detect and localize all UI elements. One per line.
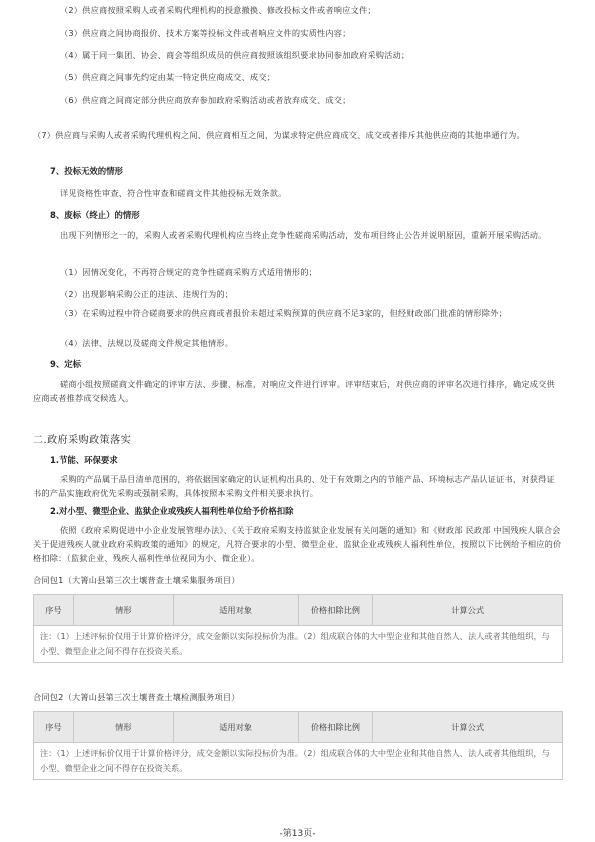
list-item: （3）在采购过程中符合磋商要求的供应商或者报价未超过采购预算的供应商不足3家的，但经财政部门批准的情形除外； (60, 308, 507, 318)
table-header: 适用对象 (173, 595, 298, 626)
table-header: 价格扣除比例 (298, 712, 373, 743)
contract-title: 合同包1（大箐山县第三次土壤普查土壤采集服务项目） (33, 575, 240, 585)
paragraph: 出现下列情形之一的，采购人或者采购代理机构应当终止竞争性磋商采购活动，发布项目终止公告并说明原因，重新开展采购活动。 (60, 230, 547, 240)
section-heading-8: 8、废标（终止）的情形 (50, 210, 140, 220)
paragraph: 详见资格性审查、符合性审查和磋商文件其他投标无效条款。 (60, 188, 287, 198)
table-header: 序号 (34, 712, 74, 743)
list-item: （5）供应商之间事先约定由某一特定供应商成交、成交； (60, 72, 276, 82)
subsection-heading: 1.节能、环保要求 (50, 455, 118, 465)
table-header: 计算公式 (373, 595, 563, 626)
subsection-heading: 2.对小型、微型企业、监狱企业或残疾人福利性单位给予价格扣除 (50, 506, 294, 516)
page-number: -第13页- (279, 829, 316, 839)
price-deduction-table (33, 711, 563, 780)
list-item: （6）供应商之间商定部分供应商放弃参加政府采购活动或者放弃成交、成交； (60, 95, 351, 105)
section-title: 二.政府采购政策落实 (33, 435, 132, 446)
section-heading-9: 9、定标 (50, 359, 81, 369)
table-header: 计算公式 (373, 712, 563, 743)
contract-title: 合同包2（大箐山县第三次土壤普查土壤检测服务项目） (33, 692, 240, 702)
table-header: 序号 (34, 595, 74, 626)
paragraph: 采购的产品属于品目清单范围的，将依据国家确定的认证机构出具的、处于有效期之内的节能产品、环境标志产品认证证书，对获得证书的产品实施政府优先采购或强制采购，具体按照本采购文件相关要求执行。 (33, 474, 555, 498)
section-heading-7: 7、投标无效的情形 (50, 166, 123, 176)
list-item: （4）法律、法规以及磋商文件规定其他情形。 (60, 338, 234, 348)
list-item: （2）供应商按照采购人或者采购代理机构的授意撤换、修改投标文件或者响应文件； (60, 5, 376, 15)
table-header: 价格扣除比例 (298, 595, 373, 626)
list-item: （4）属于同一集团、协会、商会等组织成员的供应商按照该组织要求协同参加政府采购活动； (60, 50, 410, 60)
table-note: 注：（1）上述评标价仅用于计算价格评分，成交金额以实际投标价为准。（2）组成联合体的大中型企业和其他自然人、法人或者其他组织，与小型、微型企业之间不得存在投资关系。 (34, 743, 563, 780)
table-header: 适用对象 (173, 712, 298, 743)
price-deduction-table (33, 594, 563, 663)
paragraph: 磋商小组按照磋商文件确定的评审方法、步骤、标准，对响应文件进行评审。评审结束后，对供应商的评审名次进行排序，确定成交供应商或者推荐成交候选人。 (33, 379, 555, 403)
table-note: 注：（1）上述评标价仅用于计算价格评分，成交金额以实际投标价为准。（2）组成联合体的大中型企业和其他自然人、法人或者其他组织，与小型、微型企业之间不得存在投资关系。 (34, 626, 563, 663)
list-item: （3）供应商之间协商报价、技术方案等投标文件或者响应文件的实质性内容； (60, 28, 351, 38)
list-item: （7）供应商与采购人或者采购代理机构之间、供应商相互之间，为谋求特定供应商成交、成交或者排斥其他供应商的其他串通行为。 (33, 130, 525, 140)
list-item: （1）因情况变化，不再符合规定的竞争性磋商采购方式适用情形的； (60, 267, 318, 277)
table-header: 情形 (73, 595, 173, 626)
table-header: 情形 (73, 712, 173, 743)
list-item: （2）出现影响采购公正的违法、违规行为的； (60, 289, 234, 299)
paragraph: 依照《政府采购促进中小企业发展管理办法》、《关于政府采购支持监狱企业发展有关问题的通知》和《财政部 民政部 中国残疾人联合会关于促进残疾人就业政府采购政策的通知》的规定，凡符合要求的小型、微型企业、监狱企业或残疾人福利性单位，按照以下比例给予相应的价格扣除：（监狱企业、残疾人福利性单位视同为小、微企业）。 (33, 525, 562, 563)
